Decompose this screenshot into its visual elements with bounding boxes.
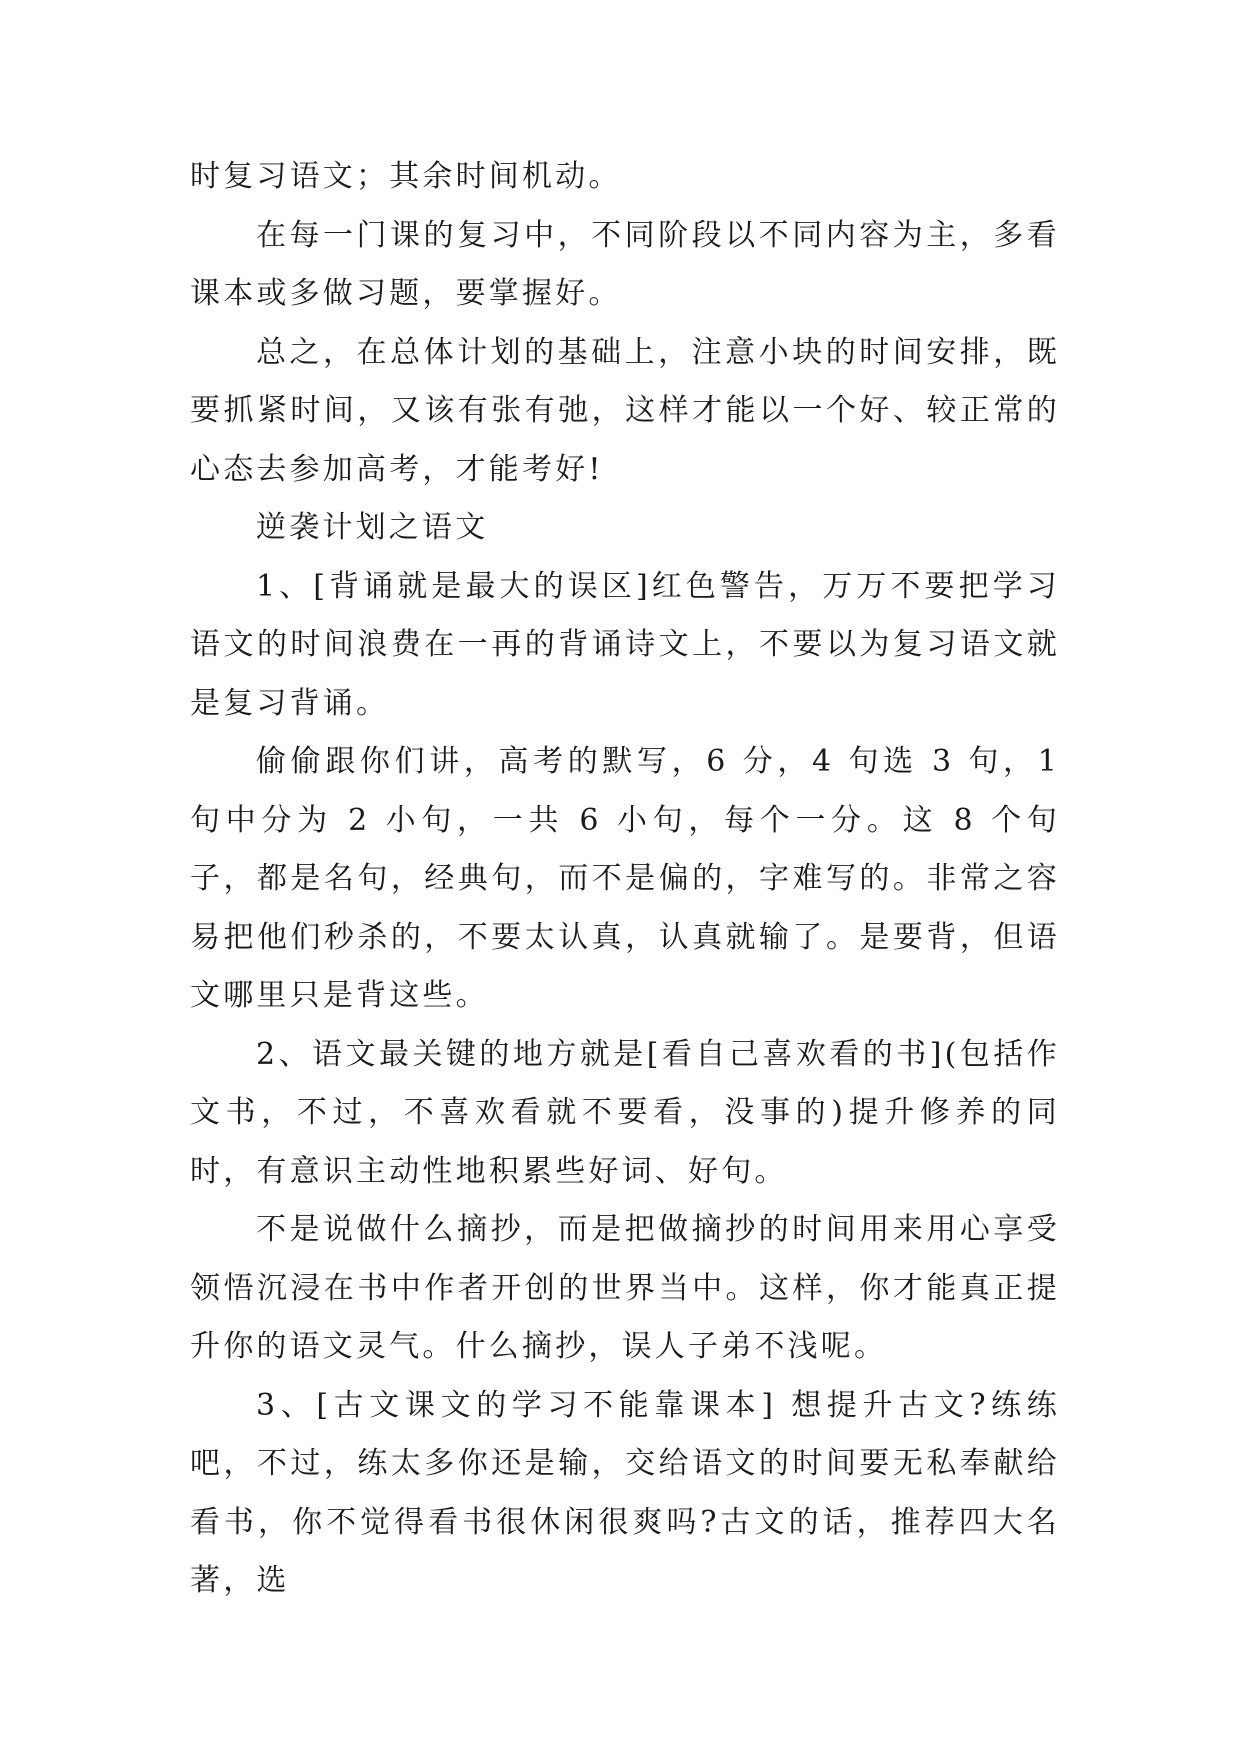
paragraph-1: 时复习语文；其余时间机动。: [190, 159, 622, 194]
paragraph-3: 总之，在总体计划的基础上，注意小块的时间安排，既要抓紧时间，又该有张有弛，这样才能以一个好、较正常的心态去参加高考，才能考好!: [190, 334, 1060, 487]
document-body: [190, 148, 1060, 1611]
paragraph-7: 2、语文最关键的地方就是[看自己喜欢看的书](包括作文书，不过，不喜欢看就不要看，没事的)提升修养的同时，有意识主动性地积累些好词、好句。: [190, 1036, 1060, 1189]
paragraph-8: 不是说做什么摘抄，而是把做摘抄的时间用来用心享受领悟沉浸在书中作者开创的世界当中。这样，你才能真正提升你的语文灵气。什么摘抄，误人子弟不浅呢。: [190, 1212, 1060, 1364]
section-heading: 逆袭计划之语文: [256, 510, 489, 545]
paragraph-6: 偷偷跟你们讲，高考的默写，6 分，4 句选 3 句，1 句中分为 2 小句，一共 6 小句，每个一分。这 8 个句子，都是名句，经典句，而不是偏的，字难写的。非常之容易把他们秒杀的，不要太认真，认真就输了。是要背，但语文哪里只是背这些。: [190, 744, 1060, 1013]
paragraph-2: 在每一门课的复习中，不同阶段以不同内容为主，多看课本或多做习题，要掌握好。: [190, 217, 1060, 311]
paragraph-9: 3、[古文课文的学习不能靠课本] 想提升古文?练练吧，不过，练太多你还是输，交给语文的时间要无私奉献给看书，你不觉得看书很休闲很爽吗?古文的话，推荐四大名著，选: [190, 1387, 1060, 1598]
paragraph-5: 1、[背诵就是最大的误区]红色警告，万万不要把学习语文的时间浪费在一再的背诵诗文上，不要以为复习语文就是复习背诵。: [190, 568, 1060, 721]
